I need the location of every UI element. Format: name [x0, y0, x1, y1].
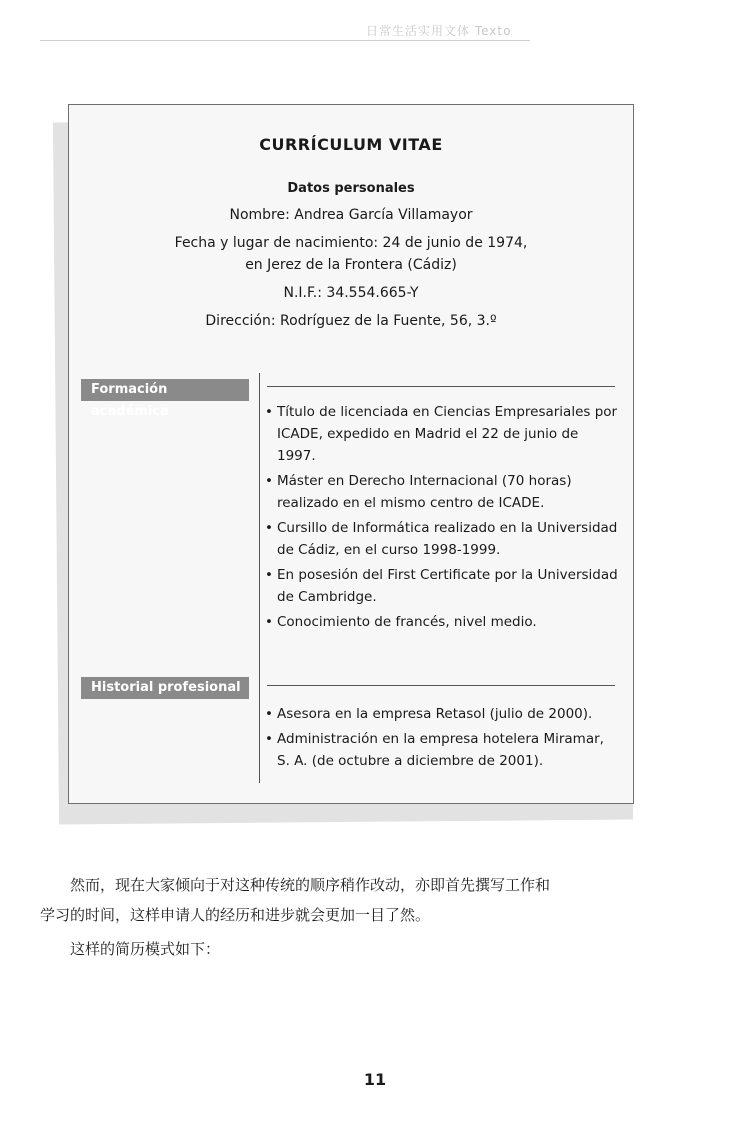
list-item: • Asesora en la empresa Retasol (julio de 2000). [261, 703, 621, 725]
list-item: • En posesión del First Certificate por la Universidad de Cambridge. [261, 564, 621, 608]
cv-title: CURRÍCULUM VITAE [259, 135, 443, 154]
personal-birth-line1: Fecha y lugar de nacimiento: 24 de junio de 1974, [174, 235, 528, 251]
education-list [261, 401, 621, 636]
career-rule [267, 685, 615, 686]
list-item: • Cursillo de Informática realizado en la Universidad de Cádiz, en el curso 1998-1999. [261, 517, 621, 561]
list-item: • Máster en Derecho Internacional (70 horas) realizado en el mismo centro de ICADE. [261, 470, 621, 514]
body-paragraph-line2: 学习的时间，这样申请人的经历和进步就会更加一目了然。 [40, 906, 431, 924]
list-item: • Conocimiento de francés, nivel medio. [261, 611, 621, 633]
personal-birth-line2: en Jerez de la Frontera (Cádiz) [245, 257, 457, 273]
personal-data-heading: Datos personales [287, 181, 415, 196]
personal-name: Nombre: Andrea García Villamayor [229, 207, 473, 223]
personal-address: Dirección: Rodríguez de la Fuente, 56, 3.º [205, 313, 497, 329]
body-paragraph-2: 这样的简历模式如下： [70, 940, 221, 958]
personal-nif: N.I.F.: 34.554.665-Y [283, 285, 419, 301]
education-rule [267, 386, 615, 387]
header-rule [40, 40, 530, 41]
cv-card [68, 104, 634, 804]
section-divider-vertical [259, 373, 260, 783]
list-item: • Título de licenciada en Ciencias Empresariales por ICADE, expedido en Madrid el 22 de junio de 1997. [261, 401, 621, 467]
running-header: 日常生活实用文体 Texto [366, 24, 512, 38]
education-label: Formación académica [81, 379, 249, 401]
body-paragraph-line1: 然而，现在大家倾向于对这种传统的顺序稍作改动，亦即首先撰写工作和 [70, 876, 551, 894]
list-item: • Administración en la empresa hotelera Miramar, S. A. (de octubre a diciembre de 2001). [261, 728, 621, 772]
page-number: 11 [363, 1070, 387, 1089]
career-list [261, 703, 621, 775]
career-label: Historial profesional [81, 677, 249, 699]
